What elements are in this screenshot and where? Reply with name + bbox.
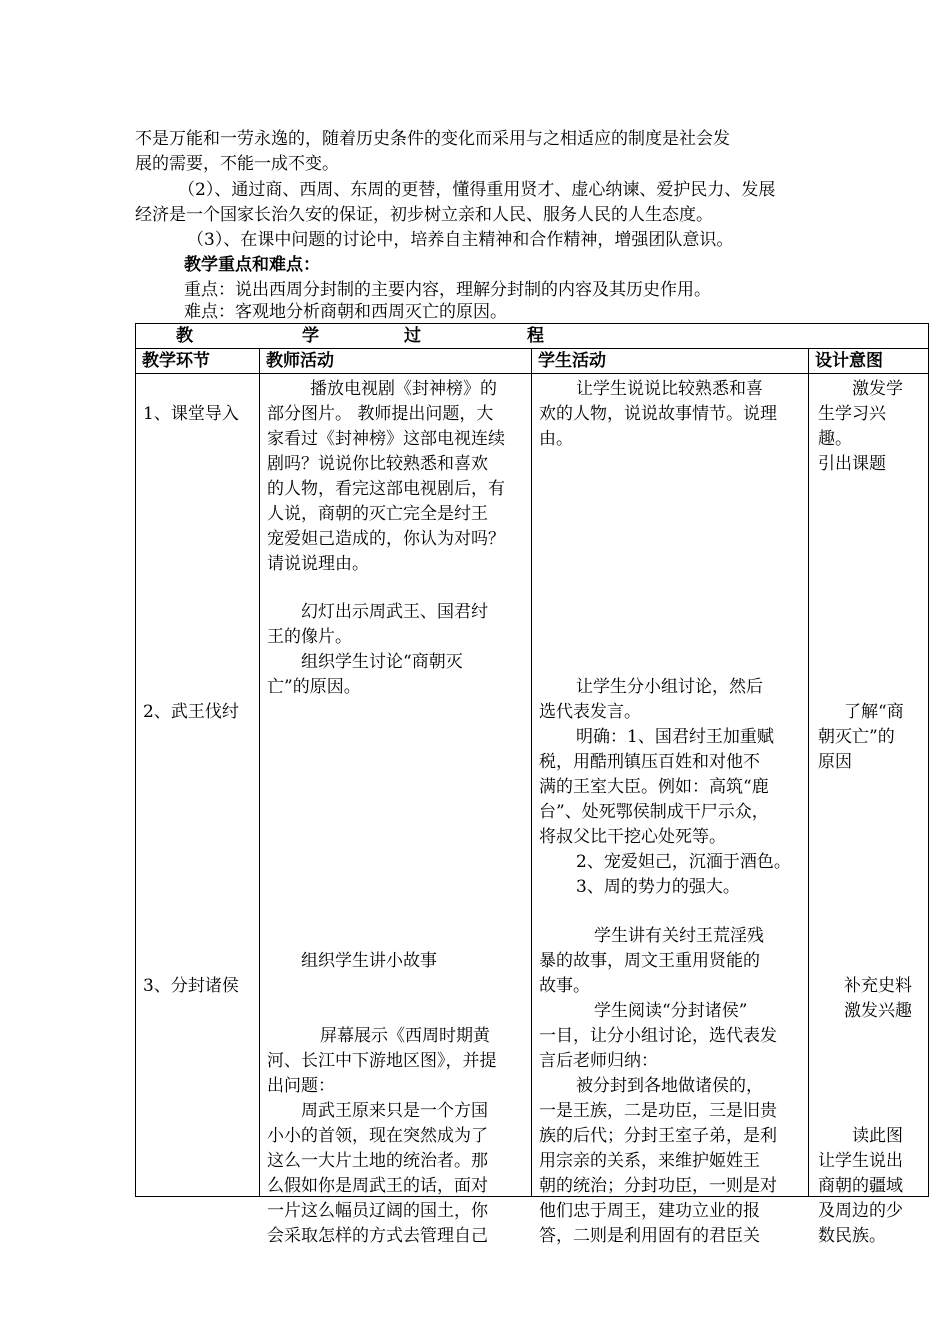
- teacher-line: 么假如你是周武王的话，面对: [267, 1176, 488, 1196]
- difficulty: 难点：客观地分析商朝和西周灭亡的原因。: [184, 302, 507, 322]
- purpose-line: 激发兴趣: [844, 1001, 912, 1021]
- header-purpose: 设计意图: [809, 349, 929, 374]
- teacher-line: 请说说理由。: [267, 554, 369, 574]
- purpose-line: 数民族。: [818, 1226, 886, 1246]
- purpose-line: 了解“商: [844, 702, 904, 722]
- table-body-row: [136, 374, 929, 1197]
- purpose-line: 让学生说出: [818, 1151, 903, 1171]
- teacher-line: 出问题：: [267, 1076, 335, 1096]
- student-line: 言后老师归纳：: [539, 1051, 658, 1071]
- student-line: 让学生说说比较熟悉和喜: [576, 379, 763, 399]
- student-line: 一目，让分小组讨论，选代表发: [539, 1026, 777, 1046]
- student-line: 2、宠爱妲己，沉湎于酒色。: [576, 852, 791, 872]
- student-line: 被分封到各地做诸侯的，: [576, 1076, 763, 1096]
- student-line: 学生阅读“分封诸侯”: [594, 1001, 748, 1021]
- student-line: 用宗亲的关系，来维护姬姓王: [539, 1151, 760, 1171]
- purpose-line: 激发学: [852, 379, 903, 399]
- student-line: 朝的统治；分封功臣，一则是对: [539, 1176, 777, 1196]
- teacher-line: 组织学生讨论“商朝灭: [301, 652, 463, 672]
- student-line: 让学生分小组讨论，然后: [576, 677, 763, 697]
- title-char-2: 学: [302, 326, 319, 346]
- student-line: 3、周的势力的强大。: [576, 877, 740, 897]
- student-line: 台”、处死鄂侯制成干尸示众，: [539, 802, 769, 822]
- student-line: 由。: [539, 429, 573, 449]
- intro-line-1: 不是万能和一劳永逸的，随着历史条件的变化而采用与之相适应的制度是社会发: [135, 129, 730, 149]
- student-line: 满的王室大臣。例如：高筑“鹿: [539, 777, 769, 797]
- teacher-line: 部分图片。 教师提出问题，大: [267, 404, 494, 424]
- purpose-line: 生学习兴: [818, 404, 886, 424]
- teacher-line: 这么一大片土地的统治者。那: [267, 1151, 488, 1171]
- student-line: 他们忠于周王，建功立业的报: [539, 1201, 760, 1221]
- intro-line-5: （3）、在课中问题的讨论中，培养自主精神和合作精神，增强团队意识。: [187, 230, 734, 250]
- student-line: 暴的故事，周文王重用贤能的: [539, 951, 760, 971]
- purpose-line: 引出课题: [818, 454, 886, 474]
- purpose-line: 及周边的少: [818, 1201, 903, 1221]
- teacher-line: 幻灯出示周武王、国君纣: [301, 602, 488, 622]
- stage-item: 3、分封诸侯: [143, 976, 239, 996]
- teacher-line: 小小的首领，现在突然成为了: [267, 1126, 488, 1146]
- teacher-line: 组织学生讲小故事: [301, 951, 437, 971]
- student-line: 族的后代；分封王室子弟，是利: [539, 1126, 777, 1146]
- student-line: 一是王族，二是功臣，三是旧贵: [539, 1101, 777, 1121]
- intro-line-3: （2）、通过商、西周、东周的更替，懂得重用贤才、虚心纳谏、爱护民力、发展: [178, 180, 776, 200]
- teacher-line: 会采取怎样的方式去管理自己: [267, 1226, 488, 1246]
- student-line: 明确：1、国君纣王加重赋: [576, 727, 774, 747]
- title-char-1: 教: [176, 326, 193, 346]
- teacher-line: 家看过《封神榜》这部电视连续: [267, 429, 505, 449]
- purpose-line: 朝灭亡”的: [818, 727, 895, 747]
- column-header-row: [136, 349, 929, 374]
- teacher-activity-cell: [260, 374, 532, 1246]
- intro-line-4: 经济是一个国家长治久安的保证，初步树立亲和人民、服务人民的人生态度。: [135, 205, 713, 225]
- intro-line-2: 展的需要，不能一成不变。: [135, 154, 339, 174]
- teacher-line: 播放电视剧《封神榜》的: [310, 379, 497, 399]
- title-char-4: 程: [527, 326, 544, 346]
- purpose-line: 补充史料: [844, 976, 912, 996]
- purpose-line: 趣。: [818, 429, 852, 449]
- student-activity-cell: [532, 374, 809, 1246]
- stage-item: 1、课堂导入: [143, 404, 239, 424]
- lesson-table: [135, 323, 929, 1246]
- key-point: 重点：说出西周分封制的主要内容，理解分封制的内容及其历史作用。: [184, 280, 711, 300]
- header-stage: 教学环节: [136, 349, 260, 374]
- teacher-line: 王的像片。: [267, 627, 352, 647]
- table-title-row: [136, 324, 929, 349]
- header-student: 学生活动: [532, 349, 809, 374]
- purpose-cell: [809, 374, 929, 1246]
- stage-item: 2、武王伐纣: [143, 702, 239, 722]
- student-line: 欢的人物，说说故事情节。说理: [539, 404, 777, 424]
- teacher-line: 剧吗？说说你比较熟悉和喜欢: [267, 454, 488, 474]
- purpose-line: 原因: [818, 752, 852, 772]
- purpose-line: 商朝的疆域: [818, 1176, 903, 1196]
- teacher-line: 一片这么幅员辽阔的国土，你: [267, 1201, 488, 1221]
- student-line: 税，用酷刑镇压百姓和对他不: [539, 752, 760, 772]
- teacher-line: 人说，商朝的灭亡完全是纣王: [267, 504, 488, 524]
- student-line: 答，二则是利用固有的君臣关: [539, 1226, 760, 1246]
- student-line: 选代表发言。: [539, 702, 641, 722]
- teacher-line: 的人物，看完这部电视剧后，有: [267, 479, 505, 499]
- teacher-line: 周武王原来只是一个方国: [301, 1101, 488, 1121]
- teacher-line: 亡”的原因。: [267, 677, 361, 697]
- header-teacher: 教师活动: [260, 349, 532, 374]
- teacher-line: 宠爱妲己造成的，你认为对吗？: [267, 529, 505, 549]
- student-line: 故事。: [539, 976, 590, 996]
- student-line: 学生讲有关纣王荒淫残: [594, 926, 764, 946]
- teacher-line: 河、长江中下游地区图》，并提: [267, 1051, 497, 1071]
- focus-heading: 教学重点和难点：: [184, 255, 320, 275]
- stage-cell: [136, 374, 260, 1197]
- purpose-line: 读此图: [852, 1126, 903, 1146]
- teacher-line: 屏幕展示《西周时期黄: [320, 1026, 490, 1046]
- table-title: [136, 324, 929, 349]
- title-char-3: 过: [404, 326, 421, 346]
- student-line: 将叔父比干挖心处死等。: [539, 827, 726, 847]
